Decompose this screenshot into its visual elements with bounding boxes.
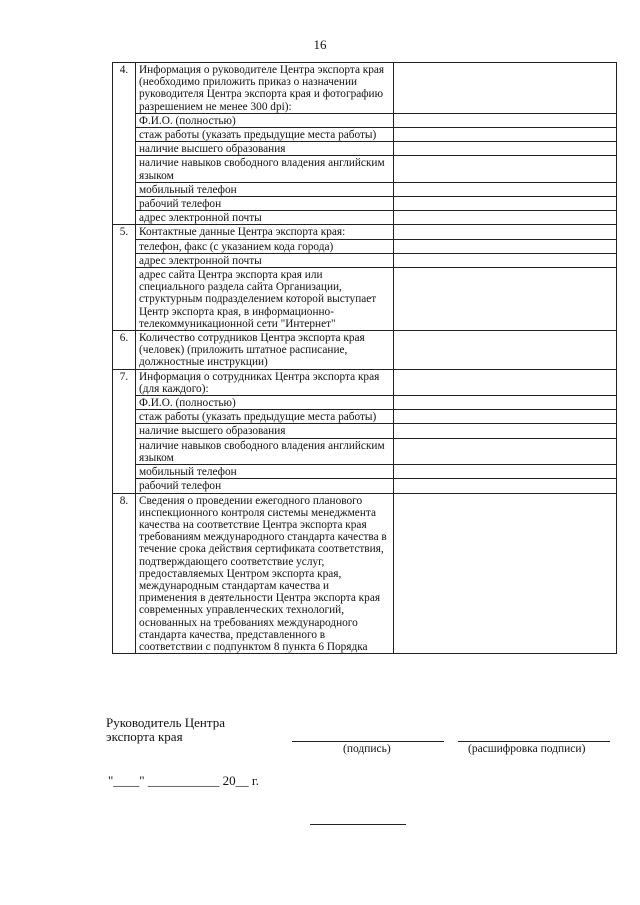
row-value-field[interactable]	[394, 253, 617, 267]
row-label: мобильный телефон	[136, 182, 394, 196]
row-number: 5.	[113, 225, 136, 239]
row-value-field[interactable]	[394, 142, 617, 156]
row-label: стаж работы (указать предыдущие места работы)	[136, 128, 394, 142]
table-row	[113, 156, 617, 182]
table-row	[113, 424, 617, 438]
decode-caption: (расшифровка подписи)	[468, 743, 586, 755]
row-value-field[interactable]	[394, 128, 617, 142]
row-number	[113, 128, 136, 142]
row-value-field[interactable]	[394, 438, 617, 464]
date-line: "____" ___________ 20__ г.	[108, 773, 259, 788]
row-label: рабочий телефон	[136, 197, 394, 211]
row-value-field[interactable]	[394, 156, 617, 182]
row-label: телефон, факс (с указанием кода города)	[136, 239, 394, 253]
table-row	[113, 410, 617, 424]
row-label: адрес сайта Центра экспорта края или специального раздела сайта Организации, структурным подразделением которой выступает Центр экспорта края, в информационно-телекоммуникационной сети "Интернет"	[136, 268, 394, 331]
row-value-field[interactable]	[394, 113, 617, 127]
row-number	[113, 113, 136, 127]
row-label: Контактные данные Центра экспорта края:	[136, 225, 394, 239]
row-number	[113, 396, 136, 410]
row-value-field[interactable]	[394, 424, 617, 438]
row-value-field[interactable]	[394, 63, 617, 114]
row-value-field[interactable]	[394, 268, 617, 331]
signature-title	[106, 716, 225, 744]
row-value-field[interactable]	[394, 479, 617, 493]
row-value-field[interactable]	[394, 493, 617, 654]
table-row	[113, 396, 617, 410]
signature-line[interactable]	[292, 741, 444, 742]
row-value-field[interactable]	[394, 331, 617, 370]
row-value-field[interactable]	[394, 396, 617, 410]
row-value-field[interactable]	[394, 197, 617, 211]
row-number	[113, 182, 136, 196]
row-number	[113, 479, 136, 493]
table-row	[113, 197, 617, 211]
row-value-field[interactable]	[394, 465, 617, 479]
table-row	[113, 239, 617, 253]
row-value-field[interactable]	[394, 369, 617, 395]
row-number: 7.	[113, 369, 136, 395]
row-number	[113, 197, 136, 211]
table-row	[113, 182, 617, 196]
table-row	[113, 128, 617, 142]
row-label: рабочий телефон	[136, 479, 394, 493]
row-label: Информация о сотрудниках Центра экспорта края (для каждого):	[136, 369, 394, 395]
signature-title-line2: экспорта края	[106, 729, 183, 744]
row-value-field[interactable]	[394, 239, 617, 253]
row-label: Сведения о проведении ежегодного планового инспекционного контроля системы менеджмента качества на соответствие Центра экспорта края требованиям международного стандарта качества в течение срока действия сертификата соответствия, подтверждающего соответствие услуг, предоставляемых Центром экспорта края, международным стандартам качества и применения в деятельности Центра экспорта края современных управленческих технологий, основанных на требованиях международного стандарта качества, представленного в соответствии с подпунктом 8 пункта 6 Порядка	[136, 493, 394, 654]
table-row	[113, 493, 617, 654]
row-number	[113, 253, 136, 267]
row-label: наличие навыков свободного владения английским языком	[136, 156, 394, 182]
signature-caption: (подпись)	[343, 743, 391, 755]
table-row	[113, 479, 617, 493]
row-value-field[interactable]	[394, 225, 617, 239]
row-number	[113, 211, 136, 225]
row-number: 8.	[113, 493, 136, 654]
table-row	[113, 268, 617, 331]
table-row	[113, 211, 617, 225]
table-row	[113, 438, 617, 464]
table-row	[113, 113, 617, 127]
table-row	[113, 225, 617, 239]
row-label: стаж работы (указать предыдущие места работы)	[136, 410, 394, 424]
row-label: Ф.И.О. (полностью)	[136, 396, 394, 410]
table-row	[113, 63, 617, 114]
row-number	[113, 465, 136, 479]
row-label: адрес электронной почты	[136, 211, 394, 225]
table-row	[113, 465, 617, 479]
decode-line[interactable]	[458, 741, 610, 742]
row-value-field[interactable]	[394, 211, 617, 225]
row-number	[113, 410, 136, 424]
row-number: 6.	[113, 331, 136, 370]
row-label: Ф.И.О. (полностью)	[136, 113, 394, 127]
row-number	[113, 438, 136, 464]
row-number	[113, 142, 136, 156]
signature-title-line1: Руководитель Центра	[106, 715, 225, 730]
row-value-field[interactable]	[394, 182, 617, 196]
row-label: наличие высшего образования	[136, 142, 394, 156]
row-label: Информация о руководителе Центра экспорта края (необходимо приложить приказ о назначении руководителя Центра экспорта края и фотографию разрешением не менее 300 dpi):	[136, 63, 394, 114]
questionnaire-table	[112, 62, 617, 654]
row-label: Количество сотрудников Центра экспорта края (человек) (приложить штатное расписание, должностные инструкции)	[136, 331, 394, 370]
row-number	[113, 424, 136, 438]
row-value-field[interactable]	[394, 410, 617, 424]
row-number	[113, 156, 136, 182]
footer-rule	[310, 824, 406, 825]
table-row	[113, 142, 617, 156]
table-row	[113, 253, 617, 267]
table-row	[113, 369, 617, 395]
table-row	[113, 331, 617, 370]
row-label: мобильный телефон	[136, 465, 394, 479]
row-label: наличие высшего образования	[136, 424, 394, 438]
row-label: наличие навыков свободного владения английским языком	[136, 438, 394, 464]
page-number: 16	[313, 37, 327, 52]
row-number	[113, 239, 136, 253]
row-number	[113, 268, 136, 331]
row-label: адрес электронной почты	[136, 253, 394, 267]
row-number: 4.	[113, 63, 136, 114]
